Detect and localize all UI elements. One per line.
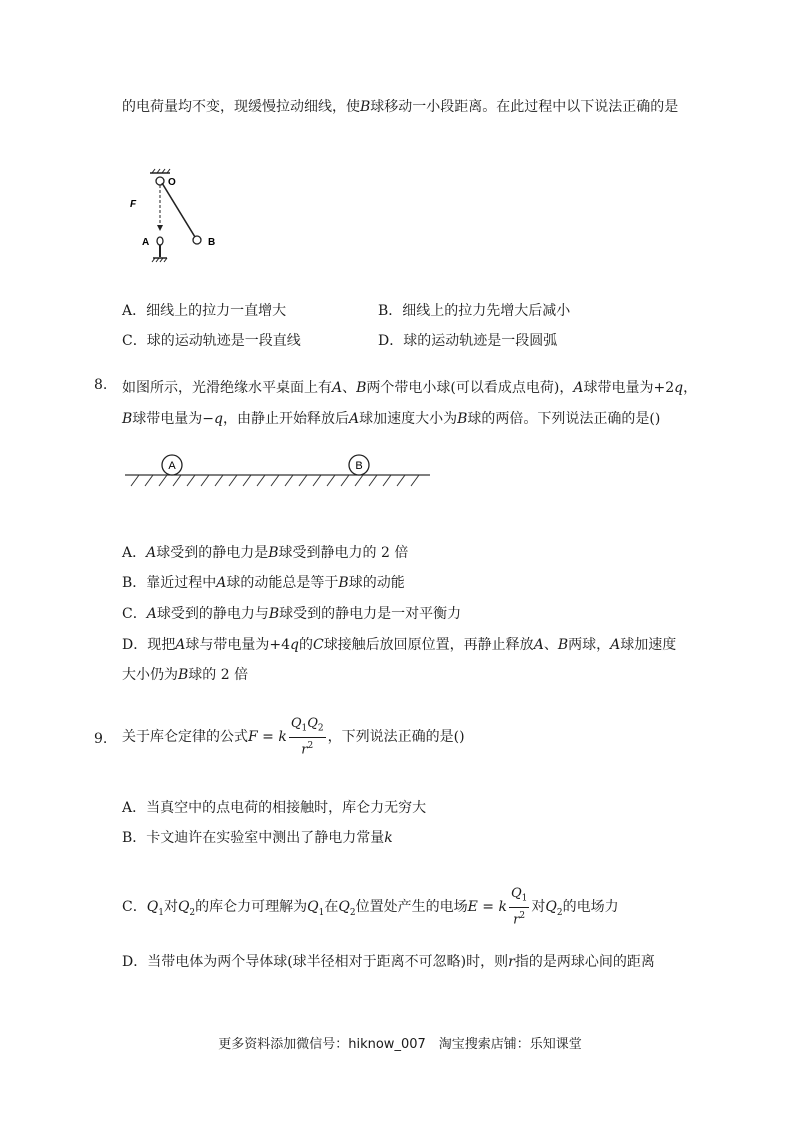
surface-hatch bbox=[159, 475, 167, 486]
q8-figure bbox=[125, 450, 435, 492]
surface-hatch bbox=[215, 475, 223, 486]
surface-hatch bbox=[145, 475, 153, 486]
q7-figure bbox=[120, 165, 230, 265]
q9-stem: 关于库仑定律的公式F = k $\frac{Q_1Q_2}{r^2}$ ，下列说法正确的是() bbox=[122, 716, 465, 757]
q9-option-c: C．$Q_1$对$Q_2$的库仑力可理解为$Q_1$在$Q_2$位置处产生的电场E = k $\frac{Q_1}{r^2}$ 对$Q_2$的电场力 bbox=[122, 886, 619, 927]
q8-stem-line2: B球带电量为−q，由静止开始释放后A球加速度大小为B球的两倍。下列说法正确的是() bbox=[122, 411, 661, 427]
q8-option-b: B．靠近过程中A球的动能总是等于B球的动能 bbox=[122, 575, 405, 591]
label-b: B bbox=[208, 237, 216, 248]
q8-option-a: A．A球受到的静电力是B球受到静电力的 2 倍 bbox=[122, 545, 409, 561]
surface-hatch bbox=[327, 475, 335, 486]
label-o: O bbox=[168, 177, 176, 188]
surface-hatch bbox=[285, 475, 293, 486]
page-footer: 更多资料添加微信号：hiknow_007 淘宝搜索店铺：乐知课堂 bbox=[218, 1037, 582, 1052]
q9-option-b: B．卡文迪许在实验室中测出了静电力常量k bbox=[122, 830, 393, 846]
surface-hatch bbox=[271, 475, 279, 486]
surface-hatch bbox=[369, 475, 377, 486]
surface-hatch bbox=[355, 475, 363, 486]
q7-option-c: C．球的运动轨迹是一段直线 bbox=[122, 333, 301, 349]
label-f: F bbox=[130, 199, 137, 210]
q7-option-d: D．球的运动轨迹是一段圆弧 bbox=[378, 333, 558, 349]
surface-hatch bbox=[257, 475, 265, 486]
surface-hatch bbox=[201, 475, 209, 486]
ball-a-label: A bbox=[168, 460, 176, 472]
surface-hatch bbox=[397, 475, 405, 486]
q8-stem-line1: 如图所示，光滑绝缘水平桌面上有A、B两个带电小球(可以看成点电荷)，A球带电量为+2q， bbox=[122, 380, 698, 396]
label-a: A bbox=[142, 237, 150, 248]
q7-option-b: B．细线上的拉力先增大后减小 bbox=[378, 303, 571, 319]
ball-b-label: B bbox=[355, 460, 363, 472]
field-fraction: $\frac{Q_1}{r^2}$ bbox=[510, 886, 528, 927]
q9-number: 9. bbox=[94, 731, 108, 747]
surface-hatch bbox=[173, 475, 181, 486]
surface-hatch bbox=[383, 475, 391, 486]
surface-hatch bbox=[411, 475, 419, 486]
q9-option-d: D．当带电体为两个导体球(球半径相对于距离不可忽略)时，则r指的是两球心间的距离 bbox=[122, 954, 655, 970]
q7-option-a: A．细线上的拉力一直增大 bbox=[122, 303, 287, 319]
q7-stem: 的电荷量均不变，现缓慢拉动细线，使B球移动一小段距离。在此过程中以下说法正确的是 bbox=[122, 99, 679, 115]
q9-option-a: A．当真空中的点电荷的相接触时，库仑力无穷大 bbox=[122, 800, 427, 816]
coulomb-fraction: $\frac{Q_1Q_2}{r^2}$ bbox=[290, 716, 324, 757]
surface-hatch bbox=[131, 475, 139, 486]
surface-hatch bbox=[313, 475, 321, 486]
surface-hatch bbox=[187, 475, 195, 486]
q8-option-c: C．A球受到的静电力与B球受到的静电力是一对平衡力 bbox=[122, 606, 462, 622]
q8-option-d-line1: D．现把A球与带电量为+4q的C球接触后放回原位置，再静止释放A、B两球，A球加速度 bbox=[122, 637, 677, 653]
surface-hatch bbox=[229, 475, 237, 486]
surface-hatch bbox=[299, 475, 307, 486]
surface-hatch bbox=[341, 475, 349, 486]
q8-number: 8. bbox=[94, 377, 108, 393]
q8-option-d-line2: 大小仍为B球的 2 倍 bbox=[122, 667, 249, 683]
surface-hatch bbox=[243, 475, 251, 486]
